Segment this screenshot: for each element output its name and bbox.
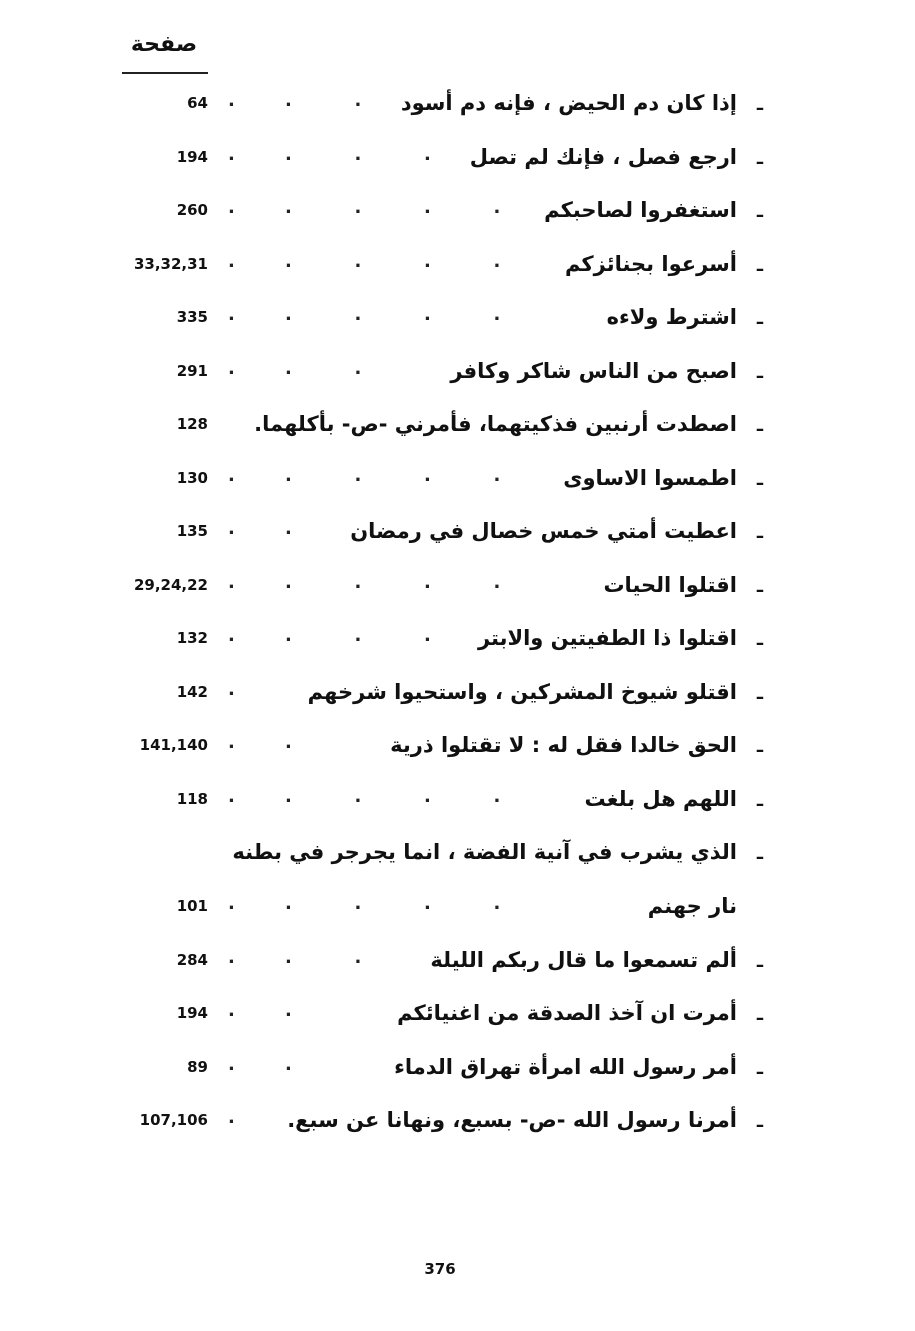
- entry-page-number: 194: [176, 147, 208, 166]
- entry-page-number: 89: [187, 1057, 208, 1076]
- entry-dash: ـ: [756, 254, 763, 276]
- leader-dots: . . . . .: [228, 464, 501, 486]
- leader-dots: .: [228, 1107, 235, 1128]
- entry-page-number: 194: [176, 1004, 208, 1022]
- index-entry-long-line1: [0, 829, 915, 883]
- entry-dash: ـ: [756, 1004, 763, 1025]
- index-list: [0, 80, 915, 1151]
- index-entry: [0, 401, 915, 455]
- leader-dots: . . .: [228, 90, 362, 111]
- entry-text: إذا كان دم الحيض ، فإنه دم أسود: [400, 91, 737, 115]
- entry-page-number: 64: [187, 94, 208, 112]
- index-entry: [0, 187, 915, 241]
- index-entry: [0, 1097, 915, 1151]
- entry-dash: ـ: [756, 308, 763, 329]
- index-entry: [0, 294, 915, 348]
- entry-page-number: 33,32,31: [133, 254, 208, 273]
- entry-text: أسرعوا بجنائزكم: [564, 251, 737, 276]
- entry-text: أمرنا رسول الله -ص- بسبع، ونهانا عن سبع.: [287, 1108, 737, 1132]
- entry-text: اشترط ولاءه: [606, 305, 737, 329]
- leader-dots: . . . . .: [228, 250, 501, 272]
- leader-dots: . .: [228, 1000, 292, 1021]
- index-entry: [0, 348, 915, 402]
- leader-dots: . .: [228, 1053, 292, 1075]
- leader-dots: . . . . .: [228, 785, 501, 807]
- index-entry: [0, 562, 915, 616]
- leader-dots: . .: [228, 518, 292, 539]
- entry-dash: ـ: [756, 789, 763, 811]
- index-entry: [0, 508, 915, 562]
- entry-dash: ـ: [756, 629, 763, 650]
- leader-dots: . . . .: [228, 625, 431, 646]
- leader-dots: . . . . .: [228, 304, 501, 325]
- entry-text: اعطيت أمتي خمس خصال في رمضان: [350, 519, 737, 543]
- index-entry: [0, 776, 915, 830]
- entry-text: اللهم هل بلغت: [584, 786, 737, 811]
- entry-page-number: 101: [176, 896, 208, 915]
- leader-dots: . . .: [228, 946, 362, 968]
- entry-dash: ـ: [756, 843, 763, 864]
- entry-dash: ـ: [756, 94, 763, 115]
- entry-page-number: 335: [176, 308, 208, 326]
- entry-dash: ـ: [756, 575, 763, 597]
- leader-dots: . . . . .: [228, 571, 501, 593]
- entry-text: الحق خالدا فقل له : لا تقتلوا ذرية: [390, 733, 737, 757]
- index-entry-long-line2: [0, 883, 915, 937]
- entry-page-number: 128: [176, 415, 208, 433]
- index-entry: [0, 937, 915, 991]
- entry-page-number: 130: [176, 468, 208, 487]
- entry-page-number: 107,106: [139, 1111, 208, 1129]
- entry-text: أمر رسول الله امرأة تهراق الدماء: [394, 1054, 737, 1079]
- entry-page-number: 29,24,22: [133, 575, 208, 594]
- entry-text: الذي يشرب في آنية الفضة ، انما يجرجر في بطنه: [232, 840, 737, 864]
- page-number: 376: [424, 1260, 456, 1278]
- entry-page-number: 284: [176, 950, 208, 969]
- entry-text: أمرت ان آخذ الصدقة من اغنيائكم: [397, 1001, 737, 1025]
- entry-dash: ـ: [756, 468, 763, 490]
- entry-dash: ـ: [756, 950, 763, 972]
- entry-text: اصطدت أرنبين فذكيتهما، فأمرني -ص- بأكلهما.: [254, 412, 737, 436]
- entry-text: اقتلو شيوخ المشركين ، واستحيوا شرخهم: [307, 679, 737, 704]
- leader-dots: . . . . .: [228, 197, 501, 218]
- index-entry: [0, 615, 915, 669]
- entry-dash: ـ: [756, 736, 763, 757]
- index-entry: [0, 80, 915, 134]
- entry-text-continuation: نار جهنم: [647, 893, 737, 918]
- leader-dots: . .: [228, 732, 292, 753]
- leader-dots: . . .: [228, 357, 362, 379]
- entry-dash: ـ: [756, 361, 763, 383]
- index-entry: [0, 722, 915, 776]
- entry-text: ارجع فصل ، فإنك لم تصل: [469, 144, 737, 169]
- entry-text: اقتلوا الحيات: [603, 572, 737, 597]
- entry-text: اطمسوا الاساوى: [563, 465, 737, 490]
- index-entry: [0, 134, 915, 188]
- leader-dots: . . . .: [228, 143, 431, 165]
- leader-dots: .: [228, 678, 235, 700]
- entry-dash: ـ: [756, 147, 763, 169]
- entry-dash: ـ: [756, 1057, 763, 1079]
- leader-dots: . . . . .: [228, 892, 501, 914]
- entry-text: ألم تسمعوا ما قال ربكم الليلة: [430, 947, 737, 972]
- entry-dash: ـ: [756, 522, 763, 543]
- entry-page-number: 142: [176, 682, 208, 701]
- header-underline: [122, 72, 208, 74]
- entry-page-number: 135: [176, 522, 208, 540]
- entry-dash: ـ: [756, 415, 763, 436]
- entry-page-number: 132: [176, 629, 208, 647]
- entry-text: استغفروا لصاحبكم: [544, 198, 737, 222]
- entry-text: اقتلوا ذا الطفيتين والابتر: [477, 626, 737, 650]
- index-entry: [0, 669, 915, 723]
- entry-page-number: 141,140: [139, 736, 208, 754]
- index-entry: [0, 1044, 915, 1098]
- entry-page-number: 260: [176, 201, 208, 219]
- index-entry: [0, 990, 915, 1044]
- entry-dash: ـ: [756, 682, 763, 704]
- index-entry: [0, 455, 915, 509]
- entry-page-number: 291: [176, 361, 208, 380]
- entry-text: اصبح من الناس شاكر وكافر: [450, 358, 737, 383]
- page-column-header: صفحة: [130, 32, 198, 57]
- entry-page-number: 118: [176, 789, 208, 808]
- index-entry: [0, 241, 915, 295]
- entry-dash: ـ: [756, 1111, 763, 1132]
- entry-dash: ـ: [756, 201, 763, 222]
